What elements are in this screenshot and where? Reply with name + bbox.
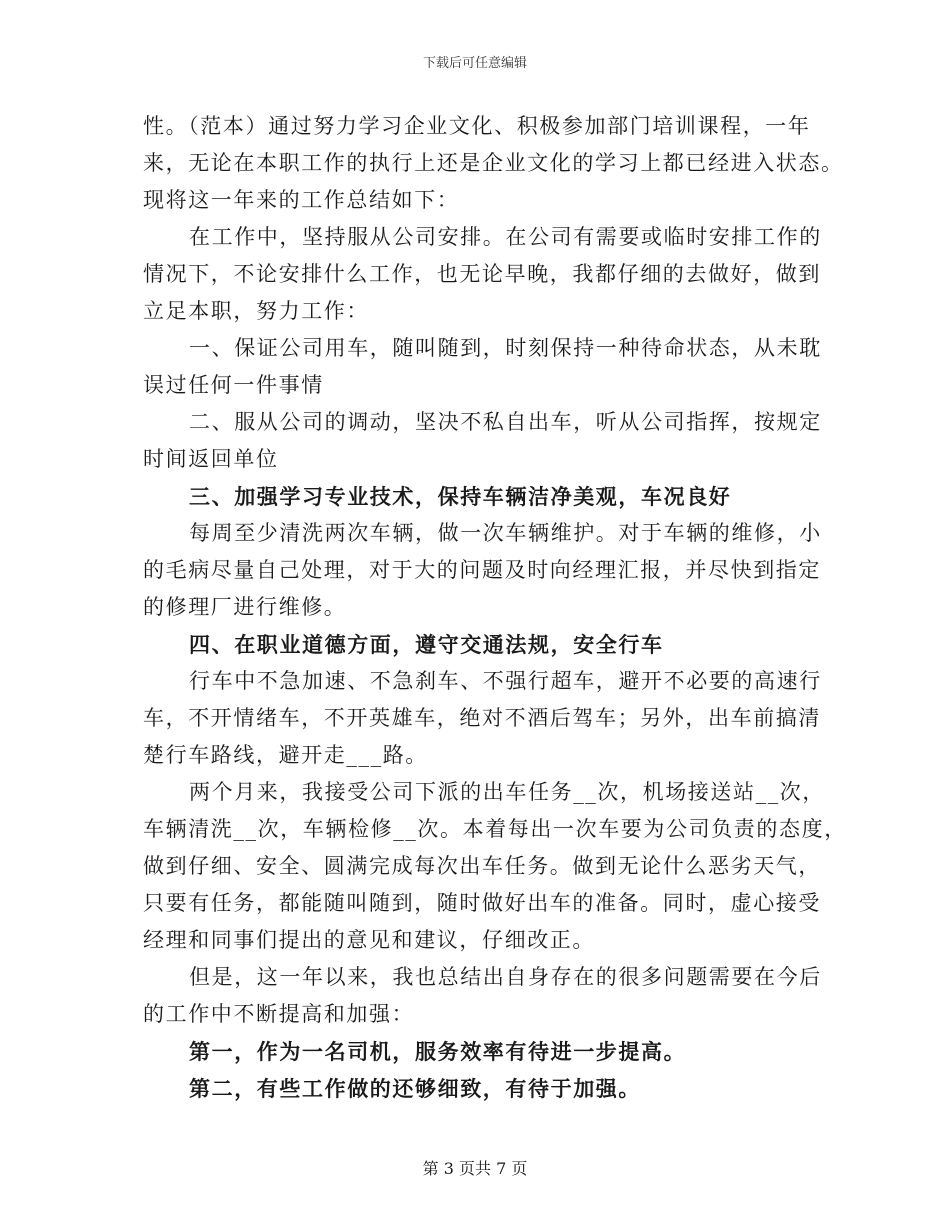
page-number: 第 3 页共 7 页 xyxy=(422,1159,528,1178)
body-line: 现将这一年来的工作总结如下： xyxy=(143,188,460,212)
body-line: 的工作中不断提高和加强： xyxy=(143,1002,415,1026)
body-line: 立足本职，努力工作： xyxy=(143,299,369,323)
body-line: 但是，这一年以来，我也总结出自身存在的很多问题需要在今后 xyxy=(189,965,822,989)
body-line: 的毛病尽量自己处理，对于大的问题及时向经理汇报，并尽快到指定 xyxy=(143,558,821,582)
document-body xyxy=(143,108,847,1107)
conclusion-point: 第二，有些工作做的还够细致，有待于加强。 xyxy=(189,1076,641,1101)
body-line: 车辆清洗__次，车辆检修__次。本着每出一次车要为公司负责的态度， xyxy=(143,817,847,841)
body-line: 来，无论在本职工作的执行上还是企业文化的学习上都已经进入状态。 xyxy=(143,151,844,175)
body-line: 车，不开情绪车，不开英雄车，绝对不酒后驾车；另外，出车前搞清 xyxy=(143,706,821,730)
page-header: 下载后可任意编辑 xyxy=(422,56,527,71)
body-line: 两个月来，我接受公司下派的出车任务__次，机场接送站__次， xyxy=(189,780,825,804)
section-heading: 四、在职业道德方面，遵守交通法规，安全行车 xyxy=(189,632,664,657)
body-line: 每周至少清洗两次车辆，做一次车辆维护。对于车辆的维修，小 xyxy=(189,521,822,545)
body-line: 在工作中，坚持服从公司安排。在公司有需要或临时安排工作的 xyxy=(189,225,822,249)
body-line: 情况下，不论安排什么工作，也无论早晚，我都仔细的去做好，做到 xyxy=(143,262,821,286)
body-line: 做到仔细、安全、圆满完成每次出车任务。做到无论什么恶劣天气， xyxy=(143,854,821,878)
body-line: 的修理厂进行维修。 xyxy=(143,595,347,619)
body-line: 性。（范本）通过努力学习企业文化、积极参加部门培训课程，一年 xyxy=(143,114,811,138)
body-line: 只要有任务，都能随叫随到，随时做好出车的准备。同时，虚心接受 xyxy=(143,891,821,915)
section-heading: 三、加强学习专业技术，保持车辆洁净美观，车况良好 xyxy=(189,484,732,509)
body-line: 一、保证公司用车，随叫随到，时刻保持一种待命状态，从未耽 xyxy=(189,336,822,360)
body-line: 误过任何一件事情 xyxy=(143,373,324,397)
conclusion-point: 第一，作为一名司机，服务效率有待进一步提高。 xyxy=(189,1039,687,1064)
body-line: 二、服从公司的调动，坚决不私自出车，听从公司指挥，按规定 xyxy=(189,410,822,434)
body-line: 时间返回单位 xyxy=(143,447,279,471)
body-line: 行车中不急加速、不急刹车、不强行超车，避开不必要的高速行 xyxy=(189,669,822,693)
body-line: 楚行车路线，避开走___路。 xyxy=(143,743,428,767)
body-line: 经理和同事们提出的意见和建议，仔细改正。 xyxy=(143,928,595,952)
